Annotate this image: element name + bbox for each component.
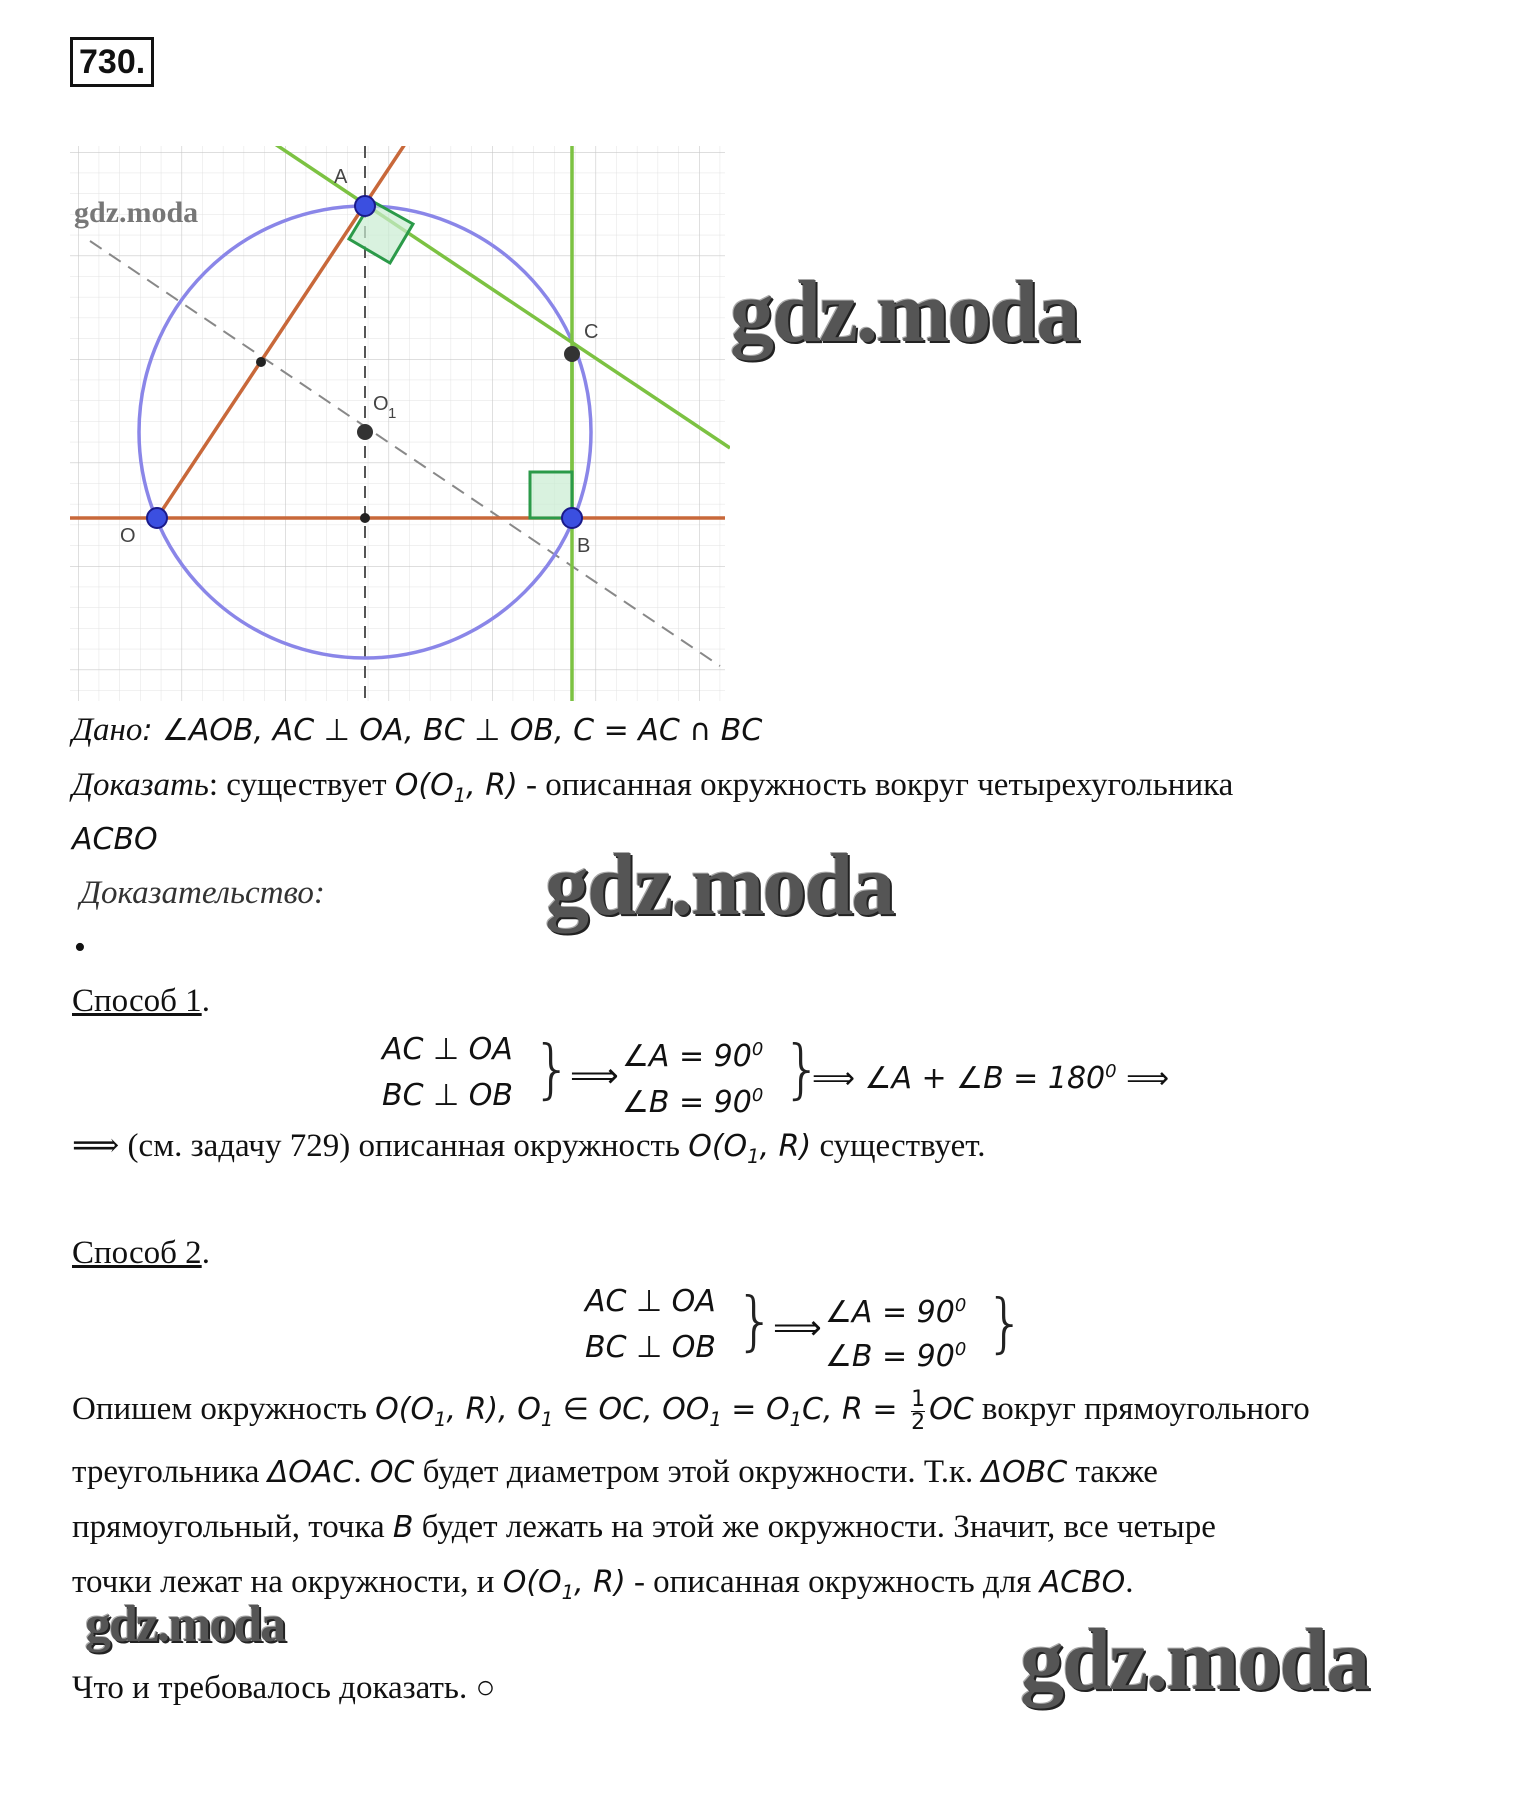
label-o1-sub: 1 (388, 405, 397, 422)
method2-para-line3: прямоугольный, точка B будет лежать на этой же окружности. Значит, все четыре (72, 1509, 1216, 1545)
point-b (562, 508, 582, 528)
fraction-half: $\frac{1}{2}$ (911, 1387, 926, 1435)
method2-para-line1: Опишем окружность $O(O_1$, R), $O_1$ ∈ OC, $OO_1 = O_1C$, R = $\frac{1}{2}$ OC вокруг прямоугольного (72, 1387, 1310, 1435)
m1-arrow1: ⟹ (570, 1056, 619, 1096)
prove-label: Доказать (72, 767, 209, 803)
m1-sys2-row1: ∠A = $90^0$ (622, 1039, 764, 1074)
m2-sys1-row2: BC ⊥ OB (585, 1330, 716, 1365)
m1-sys2-row2: ∠B = $90^0$ (622, 1085, 764, 1120)
bullet: • (74, 929, 86, 966)
label-c: C (584, 321, 599, 343)
proof-label: Доказательство: (80, 875, 325, 911)
method2-para-line4: точки лежат на окружности, и $O(O_1$, R) - описанная окружность для ACBO. (72, 1564, 1134, 1604)
m2-sys2-row2: ∠B = $90^0$ (825, 1339, 967, 1374)
foot-point (360, 513, 370, 523)
m1-sum: ⟹ ∠A + ∠B = $180^0$ ⟹ (812, 1061, 1170, 1096)
point-o (147, 508, 167, 528)
prove-colon: : (208, 767, 219, 803)
method1-system (382, 1028, 1222, 1123)
prove-text-after: - описанная окружность вокруг четырехугольника (517, 767, 1234, 803)
midpoint-oa (256, 357, 266, 367)
method1-conclusion: ⟹ (см. задачу 729) описанная окружность $O(O_1$, R) существует. (72, 1128, 986, 1168)
qed-line: Что и требовалось доказать. ○ (72, 1670, 496, 1706)
prove-circle: $O(O_1$, R) (394, 768, 518, 807)
m2-sys1-row1: AC ⊥ OA (585, 1284, 716, 1319)
label-b: B (577, 535, 591, 557)
label-o: O (120, 525, 136, 547)
given-line (72, 710, 762, 751)
watermark-2: gdz.moda (545, 837, 894, 934)
given-label: Дано (72, 712, 143, 748)
m1-brace1: } (532, 1033, 573, 1107)
task-number: 730. (70, 37, 154, 87)
m1-sys1-row2: BC ⊥ OB (382, 1078, 513, 1113)
prove-quad: ACBO (72, 822, 158, 857)
watermark-1: gdz.moda (730, 264, 1079, 361)
watermark-4: gdz.moda (1020, 1612, 1369, 1709)
label-o1: O (373, 393, 389, 415)
point-a (355, 196, 375, 216)
m2-brace2: } (985, 1287, 1026, 1361)
m2-sys2-row1: ∠A = $90^0$ (825, 1295, 967, 1330)
method1-title: Способ 1. (72, 983, 210, 1019)
point-c (564, 346, 580, 362)
m2-brace1: } (735, 1285, 776, 1359)
geometry-figure (70, 146, 730, 706)
watermark-3: gdz.moda (85, 1596, 285, 1653)
given-text: : ∠AOB, AC ⊥ OA, BC ⊥ OB, C = AC ∩ BC (142, 713, 763, 748)
m1-sys1-row1: AC ⊥ OA (382, 1032, 513, 1067)
method2-para-line2: треугольника ΔOAC. OC будет диаметром этой окружности. Т.к. ΔOBC также (72, 1454, 1158, 1490)
label-a: A (334, 166, 348, 188)
point-o1 (357, 424, 373, 440)
method2-title: Способ 2. (72, 1235, 210, 1271)
prove-line (72, 765, 1233, 816)
prove-text-before: существует (218, 767, 395, 803)
figure-watermark: gdz.moda (74, 196, 199, 229)
method2-system (585, 1280, 1025, 1375)
m1-brace2: } (782, 1033, 823, 1107)
m2-arrow1: ⟹ (773, 1308, 822, 1348)
